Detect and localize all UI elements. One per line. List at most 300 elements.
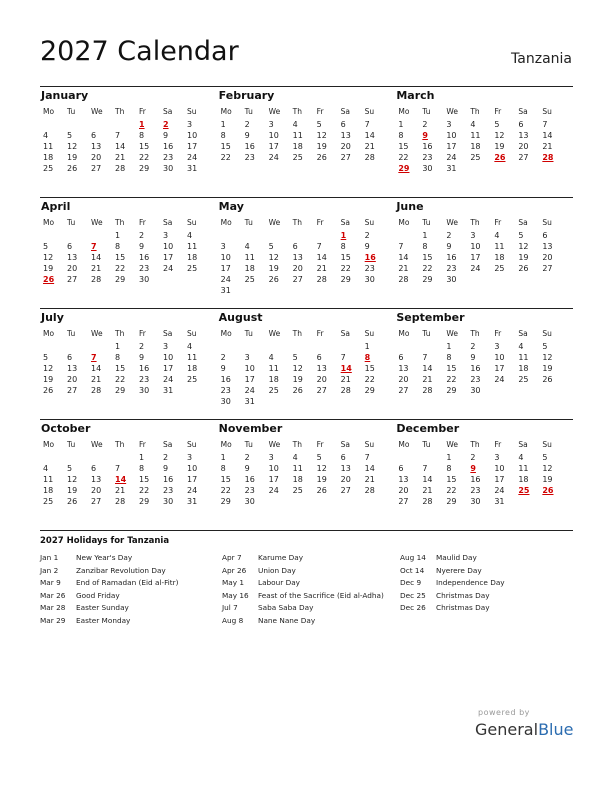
day-cell: 13	[91, 142, 102, 151]
day-cell: 15	[220, 142, 231, 151]
day-cell: 27	[316, 386, 327, 395]
weekday-label: Mo	[43, 218, 55, 227]
day-cell: 7	[542, 120, 548, 129]
day-cell: 24	[187, 153, 198, 162]
day-cell: 3	[268, 120, 274, 129]
weekday-label: We	[446, 440, 458, 449]
day-cell: 11	[518, 464, 529, 473]
day-cell: 12	[67, 475, 78, 484]
day-cell: 3	[494, 342, 500, 351]
day-cell: 20	[542, 253, 553, 262]
day-cell: 24	[187, 486, 198, 495]
day-cell: 8	[220, 131, 226, 140]
day-cell: 18	[43, 486, 54, 495]
day-cell: 2	[470, 453, 476, 462]
week-row	[40, 130, 218, 141]
day-cell: 28	[91, 275, 102, 284]
day-cell: 16	[446, 253, 457, 262]
weekday-label: Mo	[220, 218, 232, 227]
day-cell: 13	[67, 253, 78, 262]
day-cell: 16	[470, 475, 481, 484]
day-cell: 26	[292, 386, 303, 395]
holiday-name: Karume Day	[258, 553, 304, 562]
weekday-label: Mo	[220, 329, 232, 338]
weekday-label: Mo	[398, 218, 410, 227]
weekday-label: We	[446, 329, 458, 338]
empty-day	[64, 230, 88, 241]
empty-day	[491, 385, 515, 396]
week-row	[218, 463, 396, 474]
holiday-item	[222, 615, 384, 628]
day-cell: 26	[43, 386, 54, 395]
day-cell: 10	[268, 464, 279, 473]
weekday-label: Fr	[316, 218, 324, 227]
holiday-item	[40, 552, 179, 565]
day-cell: 16	[163, 142, 174, 151]
weekday-header	[218, 326, 396, 341]
week-row	[218, 485, 396, 496]
weekday-label: Mo	[398, 107, 410, 116]
empty-day	[290, 396, 314, 407]
day-cell: 22	[446, 375, 457, 384]
day-cell: 5	[43, 353, 49, 362]
week-row	[395, 274, 573, 285]
day-cell: 9	[163, 464, 169, 473]
day-cell: 20	[91, 153, 102, 162]
weekday-label: Th	[115, 329, 125, 338]
day-cell: 17	[163, 364, 174, 373]
day-cell: 13	[340, 131, 351, 140]
weekday-label: Mo	[220, 440, 232, 449]
day-cell: 12	[43, 364, 54, 373]
day-cell: 16	[470, 364, 481, 373]
weekday-header	[395, 104, 573, 119]
day-cell: 30	[422, 164, 433, 173]
day-cell: 3	[187, 120, 193, 129]
weekday-label: Fr	[139, 107, 146, 116]
day-cell: 10	[494, 464, 505, 473]
day-cell: 15	[446, 364, 457, 373]
holiday-date: Mar 26	[40, 590, 66, 600]
day-cell: 15	[220, 475, 231, 484]
generalblue-logo[interactable]	[475, 720, 573, 739]
weekday-label: Sa	[340, 329, 351, 338]
week-row	[395, 341, 573, 352]
weekday-label: Su	[542, 218, 552, 227]
week-row	[395, 496, 573, 507]
day-cell: 28	[398, 275, 409, 284]
day-cell: 9	[364, 242, 370, 251]
day-cell: 23	[220, 386, 231, 395]
empty-day	[419, 452, 443, 463]
weekday-label: Fr	[139, 329, 146, 338]
day-cell: 30	[139, 386, 150, 395]
weekday-label: Tu	[244, 329, 253, 338]
empty-day	[314, 396, 338, 407]
weekday-label: Mo	[43, 440, 55, 449]
day-cell: 18	[187, 253, 198, 262]
week-row	[218, 263, 396, 274]
holiday-date: May 16	[222, 590, 249, 600]
day-cell: 10	[187, 464, 198, 473]
day-cell: 1	[398, 120, 404, 129]
day-cell: 11	[43, 475, 54, 484]
week-row	[395, 463, 573, 474]
day-cell: 2	[244, 453, 250, 462]
week-row	[40, 163, 218, 174]
day-cell: 25	[187, 264, 198, 273]
empty-day	[515, 385, 539, 396]
weekday-label: Sa	[163, 218, 173, 227]
day-cell: 25	[43, 164, 54, 173]
day-cell: 13	[316, 364, 327, 373]
day-cell: 15	[422, 253, 433, 262]
day-cell: 12	[542, 464, 553, 473]
day-cell: 28	[364, 486, 375, 495]
weekday-label: Fr	[316, 107, 324, 116]
empty-day	[515, 274, 539, 285]
day-cell: 8	[115, 353, 121, 362]
holiday-name: Christmas Day	[436, 603, 490, 612]
day-cell: 5	[268, 242, 274, 251]
day-cell: 7	[340, 353, 346, 362]
empty-day	[218, 230, 242, 241]
weekday-header	[40, 104, 218, 119]
weekday-label: Th	[292, 440, 303, 449]
day-cell: 11	[292, 464, 303, 473]
weekday-label: Tu	[244, 218, 253, 227]
empty-day	[338, 285, 362, 296]
day-cell: 31	[446, 164, 457, 173]
weekday-header	[40, 215, 218, 230]
day-cell: 19	[316, 475, 327, 484]
day-cell: 11	[292, 131, 303, 140]
day-cell: 29	[340, 275, 351, 284]
day-cell: 17	[163, 253, 174, 262]
empty-day	[362, 496, 386, 507]
day-cell: 6	[398, 353, 404, 362]
day-cell: 19	[67, 153, 78, 162]
month-name: February	[218, 89, 275, 102]
day-cell: 23	[244, 153, 255, 162]
day-cell: 28	[91, 386, 102, 395]
day-cell: 14	[398, 253, 409, 262]
holiday-day-cell: 9	[422, 131, 428, 140]
day-cell: 29	[139, 164, 150, 173]
weekday-header	[218, 437, 396, 452]
day-cell: 4	[43, 464, 49, 473]
day-cell: 16	[422, 142, 433, 151]
day-cell: 15	[115, 364, 126, 373]
day-cell: 8	[139, 131, 145, 140]
empty-day	[88, 119, 112, 130]
holiday-item	[222, 602, 384, 615]
day-cell: 28	[422, 386, 433, 395]
day-cell: 13	[398, 364, 409, 373]
holiday-date: Aug 14	[400, 553, 426, 562]
day-cell: 8	[340, 242, 346, 251]
weekday-label: Su	[364, 107, 375, 116]
month-name: November	[218, 422, 283, 435]
day-cell: 25	[470, 153, 481, 162]
powered-by-label: powered by	[478, 708, 530, 717]
day-cell: 6	[67, 353, 73, 362]
day-cell: 28	[316, 275, 327, 284]
day-cell: 17	[470, 253, 481, 262]
empty-day	[40, 452, 64, 463]
day-cell: 21	[316, 264, 327, 273]
day-cell: 25	[494, 264, 505, 273]
day-cell: 4	[518, 453, 524, 462]
day-cell: 22	[422, 264, 433, 273]
weekday-label: Mo	[220, 107, 232, 116]
day-cell: 23	[446, 264, 457, 273]
day-cell: 5	[542, 342, 548, 351]
holiday-name: Good Friday	[76, 590, 120, 600]
week-row	[395, 163, 573, 174]
weekday-label: Sa	[340, 218, 351, 227]
weekday-label: We	[446, 218, 458, 227]
day-cell: 26	[316, 153, 327, 162]
month-row	[40, 86, 573, 197]
day-cell: 13	[292, 253, 303, 262]
day-cell: 22	[220, 486, 231, 495]
holiday-day-cell: 9	[470, 464, 476, 473]
day-cell: 17	[494, 364, 505, 373]
day-cell: 9	[446, 242, 452, 251]
holiday-day-cell: 7	[91, 242, 97, 251]
day-cell: 7	[115, 131, 121, 140]
day-cell: 24	[163, 264, 174, 273]
day-cell: 31	[494, 497, 505, 506]
week-row	[218, 130, 396, 141]
day-cell: 15	[364, 364, 375, 373]
weekday-label: Th	[115, 107, 125, 116]
week-row	[218, 363, 396, 374]
empty-day	[539, 496, 563, 507]
day-cell: 30	[470, 497, 481, 506]
day-cell: 6	[340, 453, 346, 462]
day-cell: 1	[139, 453, 145, 462]
day-cell: 18	[187, 364, 198, 373]
day-cell: 3	[470, 231, 476, 240]
day-cell: 7	[364, 453, 370, 462]
weekday-label: Su	[542, 329, 552, 338]
day-cell: 30	[244, 497, 255, 506]
day-cell: 11	[187, 353, 198, 362]
day-cell: 27	[542, 264, 553, 273]
empty-day	[88, 452, 112, 463]
month-row	[40, 197, 573, 308]
weekday-label: Sa	[340, 440, 351, 449]
day-cell: 20	[67, 375, 78, 384]
day-cell: 14	[422, 364, 433, 373]
day-cell: 6	[340, 120, 346, 129]
empty-day	[539, 385, 563, 396]
day-cell: 4	[494, 231, 500, 240]
day-cell: 25	[292, 486, 303, 495]
holiday-name: Easter Monday	[76, 615, 131, 625]
week-row	[395, 241, 573, 252]
day-cell: 22	[364, 375, 375, 384]
day-cell: 7	[364, 120, 370, 129]
day-cell: 24	[446, 153, 457, 162]
empty-day	[184, 385, 208, 396]
day-cell: 28	[364, 153, 375, 162]
day-cell: 21	[398, 264, 409, 273]
week-row	[218, 230, 396, 241]
day-cell: 28	[115, 164, 126, 173]
weekday-label: Sa	[163, 440, 173, 449]
day-cell: 23	[139, 264, 150, 273]
day-cell: 12	[518, 242, 529, 251]
holiday-date: Apr 7	[222, 553, 242, 562]
weekday-label: Sa	[518, 218, 528, 227]
day-cell: 14	[91, 364, 102, 373]
holiday-item	[400, 577, 505, 590]
day-cell: 13	[398, 475, 409, 484]
week-row	[40, 141, 218, 152]
brand-blue-text: Blue	[538, 720, 574, 739]
holiday-item	[40, 565, 179, 578]
weekday-label: Sa	[163, 329, 173, 338]
weekday-label: Tu	[244, 440, 253, 449]
weekday-label: Mo	[43, 329, 55, 338]
weekday-label: Fr	[494, 329, 502, 338]
empty-day	[88, 230, 112, 241]
holiday-name: Nane Nane Day	[258, 615, 316, 625]
day-cell: 26	[67, 164, 78, 173]
weekday-label: We	[268, 218, 281, 227]
day-cell: 14	[316, 253, 327, 262]
week-row	[395, 252, 573, 263]
week-row	[395, 230, 573, 241]
day-cell: 8	[446, 464, 452, 473]
week-row	[40, 496, 218, 507]
day-cell: 19	[494, 142, 505, 151]
day-cell: 22	[220, 153, 231, 162]
week-row	[40, 252, 218, 263]
empty-day	[64, 341, 88, 352]
day-cell: 31	[244, 397, 255, 406]
day-cell: 19	[268, 264, 279, 273]
day-cell: 25	[518, 375, 529, 384]
day-cell: 21	[364, 475, 375, 484]
holiday-day-cell: 29	[398, 164, 410, 173]
day-cell: 1	[115, 342, 121, 351]
holiday-day-cell: 1	[139, 120, 145, 129]
holiday-name: Independence Day	[436, 578, 505, 587]
day-cell: 5	[292, 353, 298, 362]
holiday-date: Apr 26	[222, 565, 247, 575]
day-cell: 24	[268, 153, 279, 162]
day-cell: 22	[115, 375, 126, 384]
empty-day	[242, 285, 266, 296]
day-cell: 2	[139, 231, 145, 240]
day-cell: 19	[43, 264, 54, 273]
grid-bottom-rule	[40, 530, 573, 531]
holiday-item	[400, 590, 505, 603]
empty-day	[395, 230, 419, 241]
day-cell: 6	[292, 242, 298, 251]
week-row	[395, 374, 573, 385]
day-cell: 7	[316, 242, 322, 251]
holiday-name: Easter Sunday	[76, 603, 129, 612]
weekday-header	[40, 326, 218, 341]
month-march	[395, 87, 573, 197]
day-cell: 29	[220, 497, 231, 506]
day-cell: 15	[446, 475, 457, 484]
week-row	[40, 485, 218, 496]
month-name: May	[218, 200, 244, 213]
day-cell: 20	[292, 264, 303, 273]
holiday-day-cell: 2	[163, 120, 169, 129]
weekday-label: Mo	[398, 440, 410, 449]
empty-day	[40, 119, 64, 130]
day-cell: 20	[398, 486, 409, 495]
day-cell: 28	[422, 497, 433, 506]
day-cell: 20	[398, 375, 409, 384]
month-name: December	[396, 422, 460, 435]
month-name: January	[41, 89, 89, 102]
day-cell: 26	[67, 497, 78, 506]
day-cell: 26	[542, 375, 553, 384]
empty-day	[338, 396, 362, 407]
day-cell: 5	[316, 120, 322, 129]
day-cell: 7	[398, 242, 404, 251]
weekday-label: Th	[292, 107, 303, 116]
empty-day	[491, 163, 515, 174]
empty-day	[467, 163, 491, 174]
month-name: June	[396, 200, 424, 213]
day-cell: 31	[220, 286, 231, 295]
weekday-header	[395, 437, 573, 452]
week-row	[218, 385, 396, 396]
day-cell: 8	[422, 242, 428, 251]
day-cell: 18	[518, 364, 529, 373]
day-cell: 8	[139, 464, 145, 473]
day-cell: 11	[494, 242, 505, 251]
day-cell: 27	[67, 275, 78, 284]
week-row	[40, 374, 218, 385]
weekday-label: Tu	[67, 440, 76, 449]
day-cell: 30	[470, 386, 481, 395]
day-cell: 5	[316, 453, 322, 462]
week-row	[218, 152, 396, 163]
day-cell: 21	[91, 264, 102, 273]
day-cell: 23	[364, 264, 375, 273]
day-cell: 6	[316, 353, 322, 362]
day-cell: 4	[292, 453, 298, 462]
day-cell: 11	[518, 353, 529, 362]
day-cell: 3	[268, 453, 274, 462]
empty-day	[338, 341, 362, 352]
day-cell: 23	[163, 153, 174, 162]
week-row	[218, 374, 396, 385]
day-cell: 1	[422, 231, 428, 240]
week-row	[218, 452, 396, 463]
day-cell: 17	[268, 142, 279, 151]
holiday-date: Jan 1	[40, 553, 59, 562]
day-cell: 30	[163, 497, 174, 506]
month-row	[40, 308, 573, 419]
day-cell: 6	[518, 120, 524, 129]
day-cell: 12	[268, 253, 279, 262]
weekday-header	[395, 215, 573, 230]
day-cell: 6	[67, 242, 73, 251]
day-cell: 15	[340, 253, 351, 262]
day-cell: 10	[494, 353, 505, 362]
